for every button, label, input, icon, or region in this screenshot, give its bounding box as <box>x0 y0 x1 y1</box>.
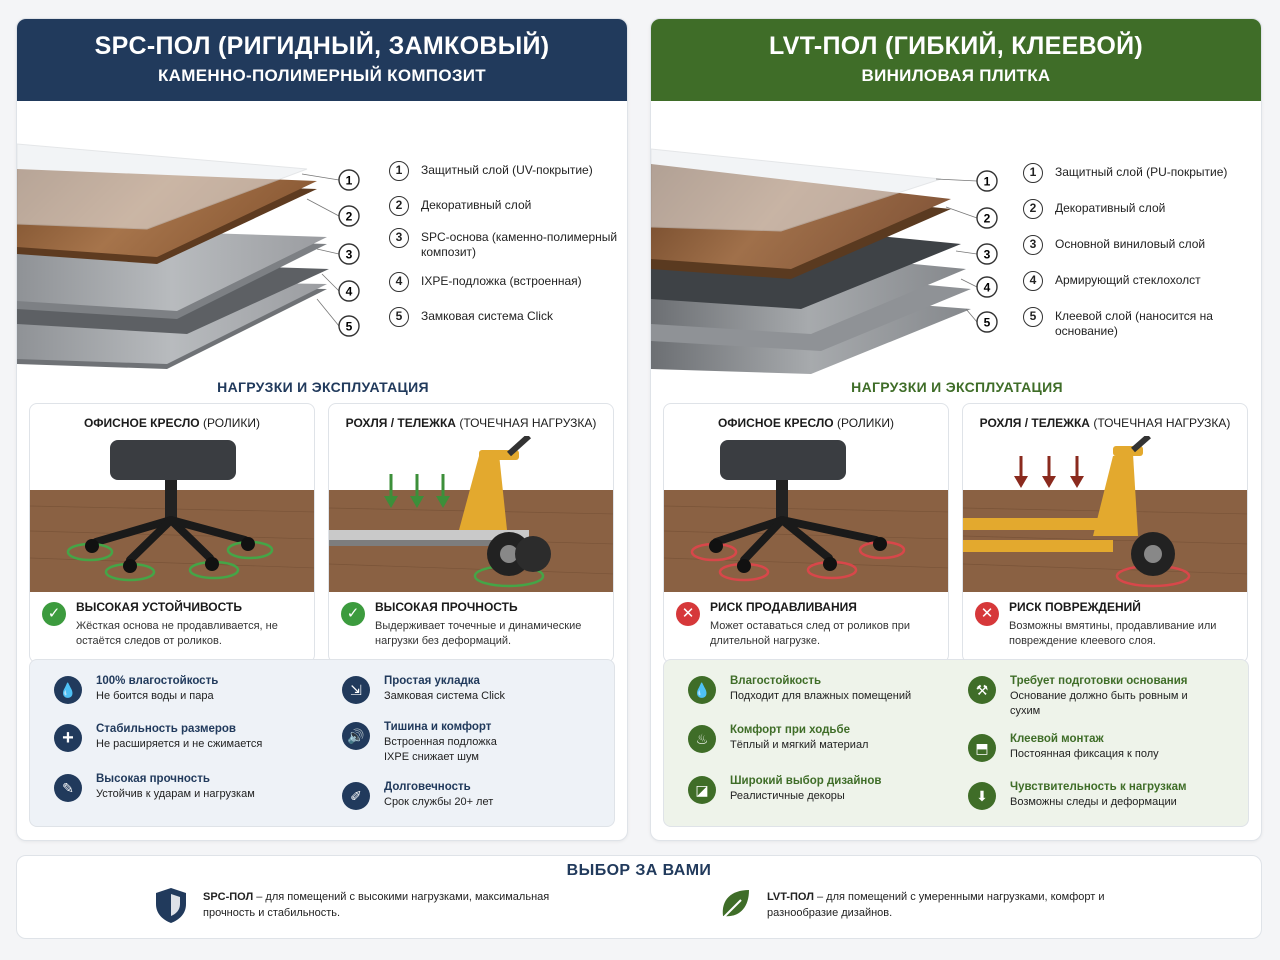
card-title-main: ОФИСНОЕ КРЕСЛО <box>83 416 200 430</box>
lvt-feature-moisture <box>688 674 958 704</box>
layer-label: Защитный слой (PU-покрытие) <box>1055 165 1228 179</box>
feature-title: Комфорт при ходьбе <box>730 724 850 736</box>
spc-feature-stability <box>54 722 324 752</box>
spc-chair-status <box>42 600 306 649</box>
lvt-layer-4 <box>1023 271 1259 291</box>
install-icon: ⇲ <box>342 676 370 704</box>
lvt-card-chair <box>663 403 949 663</box>
layer-number: 3 <box>389 228 409 248</box>
status-title: РИСК ПОВРЕЖДЕНИЙ <box>1009 600 1141 614</box>
spc-feature-durability <box>342 780 612 810</box>
feature-title: Широкий выбор дизайнов <box>730 775 882 787</box>
feature-title: Тишина и комфорт <box>384 721 492 733</box>
feature-title: 100% влагостойкость <box>96 675 219 687</box>
feature-text: Тёплый и мягкий материал <box>730 739 869 751</box>
spc-layer-5 <box>389 307 625 327</box>
prep-icon: ⚒ <box>968 676 996 704</box>
load-icon: ⬇ <box>968 782 996 810</box>
feature-title: Чувствительность к нагрузкам <box>1010 781 1187 793</box>
lvt-feature-comfort <box>688 723 958 753</box>
layer-number: 2 <box>389 196 409 216</box>
feature-title: Требует подготовки основания <box>1010 675 1188 687</box>
svg-text:1: 1 <box>983 174 991 189</box>
feature-text: Подходит для влажных помещений <box>730 690 912 702</box>
check-icon: ✓ <box>341 602 365 626</box>
feature-text: Основание должно быть ровным и сухим <box>1010 690 1188 717</box>
card-title <box>329 404 613 440</box>
card-title-main: ОФИСНОЕ КРЕСЛО <box>717 416 834 430</box>
spc-choice-name: SPC-ПОЛ <box>203 891 254 903</box>
svg-text:3: 3 <box>345 247 353 262</box>
layer-label: Основной виниловый слой <box>1055 237 1206 251</box>
spc-layer-list <box>389 161 625 327</box>
brush-icon: ✐ <box>342 782 370 810</box>
feature-text: Срок службы 20+ лет <box>384 796 494 808</box>
lvt-layer-1 <box>1023 163 1259 183</box>
spc-layer-4 <box>389 272 625 292</box>
lvt-feature-glue <box>968 732 1238 762</box>
layer-number: 5 <box>1023 307 1043 327</box>
office-chair-illustration <box>664 436 949 592</box>
check-icon: ✓ <box>42 602 66 626</box>
lvt-layer-3 <box>1023 235 1259 255</box>
feature-text: Устойчив к ударам и нагрузкам <box>96 788 255 800</box>
layer-label: Замковая система Click <box>421 309 553 323</box>
lvt-feature-prep <box>968 674 1208 719</box>
lvt-features <box>663 659 1249 827</box>
feature-text: Не расширяется и не сжимается <box>96 738 263 750</box>
card-title <box>30 404 314 440</box>
status-text: Выдерживает точечные и динамические нагрузки без деформаций. <box>375 620 582 647</box>
lvt-title: LVT-ПОЛ (ГИБКИЙ, КЛЕЕВОЙ) <box>769 32 1143 60</box>
shield-icon <box>153 886 189 924</box>
lvt-chair-status <box>676 600 940 649</box>
card-title <box>664 404 948 440</box>
lvt-layer-list <box>1023 161 1259 339</box>
card-title-sub: (РОЛИКИ) <box>202 416 261 430</box>
spc-card-chair <box>29 403 315 663</box>
card-title-sub: (ТОЧЕЧНАЯ НАГРУЗКА) <box>1093 416 1231 430</box>
leaf-icon <box>717 886 753 924</box>
lvt-panel <box>650 18 1262 841</box>
spc-feature-silence <box>342 720 522 765</box>
feature-text: Реалистичные декоры <box>730 790 845 802</box>
layer-number: 4 <box>1023 271 1043 291</box>
layer-label: Клеевой слой (наносится на основание) <box>1055 309 1213 338</box>
lvt-layers-diagram <box>651 119 1262 374</box>
feature-text: Возможны следы и деформации <box>1010 796 1177 808</box>
spc-choice-text <box>203 889 583 921</box>
feature-text: Не боится воды и пара <box>96 690 214 702</box>
spc-layer-stack-illustration <box>17 119 389 374</box>
spc-layers-diagram <box>17 119 628 374</box>
status-text: Жёсткая основа не продавливается, не остаётся следов от роликов. <box>76 620 278 647</box>
spc-layer-1 <box>389 161 625 181</box>
layer-number: 1 <box>389 161 409 181</box>
spc-feature-install <box>342 674 612 704</box>
lvt-layer-2 <box>1023 199 1259 219</box>
choice-title: ВЫБОР ЗА ВАМИ <box>566 862 712 879</box>
svg-text:1: 1 <box>345 173 353 188</box>
card-title-main: РОХЛЯ / ТЕЛЕЖКА <box>345 416 456 430</box>
feature-text: Замковая система Click <box>384 690 505 702</box>
layer-label: Декоративный слой <box>1055 201 1166 215</box>
pallet-jack-illustration <box>329 436 614 592</box>
svg-text:5: 5 <box>345 319 353 334</box>
spc-section-title: НАГРУЗКИ И ЭКСПЛУАТАЦИЯ <box>217 379 429 395</box>
layer-label: Декоративный слой <box>421 198 532 212</box>
lvt-choice-text <box>767 889 1147 921</box>
spc-choice <box>153 886 583 924</box>
design-icon: ◪ <box>688 776 716 804</box>
choice-summary <box>16 855 1262 939</box>
layer-number: 3 <box>1023 235 1043 255</box>
spc-layer-2 <box>389 196 625 216</box>
spc-features <box>29 659 615 827</box>
layer-number: 4 <box>389 272 409 292</box>
card-title-sub: (РОЛИКИ) <box>836 416 895 430</box>
spc-card-pallet-jack <box>328 403 614 663</box>
wrench-icon: ✎ <box>54 774 82 802</box>
lvt-header <box>651 19 1261 101</box>
lvt-choice-desc: – для помещений с умеренными нагрузками, комфорт и разнообразие дизайнов. <box>767 891 1105 919</box>
svg-text:4: 4 <box>983 280 991 295</box>
spc-layer-3 <box>389 228 625 260</box>
lvt-layer-5 <box>1023 307 1259 339</box>
feature-title: Клеевой монтаж <box>1010 733 1104 745</box>
status-title: ВЫСОКАЯ УСТОЙЧИВОСТЬ <box>76 600 242 614</box>
feature-text: Встроенная подложка IXPE снижает шум <box>384 736 497 763</box>
feature-title: Долговечность <box>384 781 471 793</box>
svg-text:2: 2 <box>345 209 353 224</box>
speaker-icon: 🔊 <box>342 722 370 750</box>
office-chair-illustration <box>30 436 315 592</box>
pallet-jack-illustration <box>963 436 1248 592</box>
status-title: ВЫСОКАЯ ПРОЧНОСТЬ <box>375 600 518 614</box>
cross-icon: ✕ <box>975 602 999 626</box>
card-title <box>963 404 1247 440</box>
lvt-subtitle: ВИНИЛОВАЯ ПЛИТКА <box>861 66 1051 85</box>
feature-text: Постоянная фиксация к полу <box>1010 748 1159 760</box>
lvt-layer-stack-illustration <box>651 119 1023 374</box>
drop-icon: 💧 <box>54 676 82 704</box>
lvt-jack-status <box>975 600 1239 649</box>
status-text: Возможны вмятины, продавливание или повреждение клеевого слоя. <box>1009 620 1217 647</box>
plus-icon: + <box>54 724 82 752</box>
lvt-choice <box>717 886 1147 924</box>
lvt-feature-design <box>688 774 958 804</box>
lvt-feature-load <box>968 780 1238 810</box>
svg-text:4: 4 <box>345 284 353 299</box>
spc-choice-desc: – для помещений с высокими нагрузками, максимальная прочность и стабильность. <box>203 891 550 919</box>
cross-icon: ✕ <box>676 602 700 626</box>
svg-text:2: 2 <box>983 211 991 226</box>
card-title-sub: (ТОЧЕЧНАЯ НАГРУЗКА) <box>459 416 597 430</box>
lvt-section-title: НАГРУЗКИ И ЭКСПЛУАТАЦИЯ <box>851 379 1063 395</box>
feature-title: Влагостойкость <box>730 675 822 687</box>
layer-label: Защитный слой (UV-покрытие) <box>421 163 593 177</box>
lvt-choice-name: LVT-ПОЛ <box>767 891 814 903</box>
glue-icon: ⬒ <box>968 734 996 762</box>
comfort-icon: ♨ <box>688 725 716 753</box>
feature-title: Высокая прочность <box>96 773 210 785</box>
layer-label: IXPE-подложка (встроенная) <box>421 274 582 288</box>
lvt-card-pallet-jack <box>962 403 1248 663</box>
spc-header <box>17 19 627 101</box>
layer-number: 5 <box>389 307 409 327</box>
card-title-main: РОХЛЯ / ТЕЛЕЖКА <box>979 416 1090 430</box>
status-text: Может оставаться след от роликов при длительной нагрузке. <box>710 620 910 647</box>
spc-panel <box>16 18 628 841</box>
feature-title: Простая укладка <box>384 675 480 687</box>
spc-jack-status <box>341 600 605 649</box>
layer-label: Армирующий стеклохолст <box>1055 273 1201 287</box>
svg-text:5: 5 <box>983 315 991 330</box>
status-title: РИСК ПРОДАВЛИВАНИЯ <box>710 600 857 614</box>
svg-text:3: 3 <box>983 247 991 262</box>
layer-number: 1 <box>1023 163 1043 183</box>
spc-feature-moisture <box>54 674 324 704</box>
spc-title: SPC-ПОЛ (РИГИДНЫЙ, ЗАМКОВЫЙ) <box>94 32 550 60</box>
layer-label: SPC-основа (каменно-полимерный композит) <box>421 230 618 259</box>
layer-number: 2 <box>1023 199 1043 219</box>
spc-feature-strength <box>54 772 324 802</box>
drop-icon: 💧 <box>688 676 716 704</box>
feature-title: Стабильность размеров <box>96 723 237 735</box>
spc-subtitle: КАМЕННО-ПОЛИМЕРНЫЙ КОМПОЗИТ <box>157 66 486 85</box>
